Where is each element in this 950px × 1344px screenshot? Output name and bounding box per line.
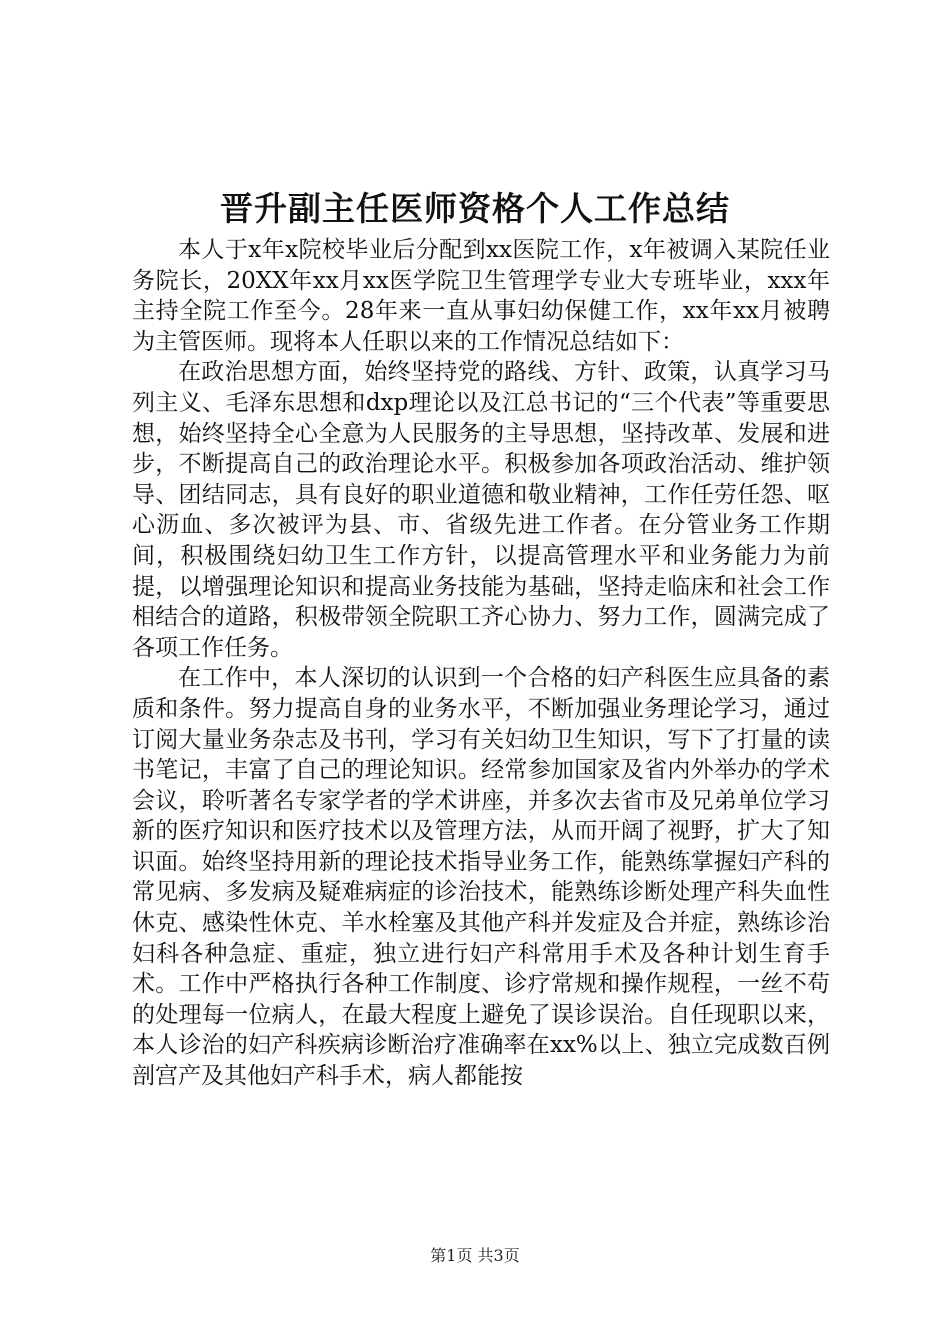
page-footer: 第1页 共3页 <box>430 1246 520 1265</box>
paragraph-work: 在工作中，本人深切的认识到一个合格的妇产科医生应具备的素质和条件。努力提高自身的业务水平，不断加强业务理论学习，通过订阅大量业务杂志及书刊，学习有关妇幼卫生知识，写下了打量的读书笔记，丰富了自己的理论知识。经常参加国家及省内外举办的学术会议，聆听著名专家学者的学术讲座，并多次去省市及兄弟单位学习新的医疗知识和医疗技术以及管理方法，从而开阔了视野，扩大了知识面。始终坚持用新的理论技术指导业务工作，能熟练掌握妇产科的常见病、多发病及疑难病症的诊治技术，能熟练诊断处理产科失血性休克、感染性休克、羊水栓塞及其他产科并发症及合并症，熟练诊治妇科各种急症、重症，独立进行妇产科常用手术及各种计划生育手术。工作中严格执行各种工作制度、诊疗常规和操作规程，一丝不苟的处理每一位病人，在最大程度上避免了误诊误治。自任现职以来，本人诊治的妇产科疾病诊断治疗准确率在xx%以上、独立完成数百例剖宫产及其他妇产科手术，病人都能按 <box>132 665 830 1090</box>
paragraph-intro: 本人于x年x院校毕业后分配到xx医院工作，x年被调入某院任业务院长，20XX年xx月xx医学院卫生管理学专业大专班毕业，xxx年主持全院工作至今。28年来一直从事妇幼保健工作，xx年xx月被聘为主管医师。现将本人任职以来的工作情况总结如下： <box>132 237 830 355</box>
paragraph-political: 在政治思想方面，始终坚持党的路线、方针、政策，认真学习马列主义、毛泽东思想和dxp理论以及江总书记的“三个代表”等重要思想，始终坚持全心全意为人民服务的主导思想，坚持改革、发展和进步，不断提高自己的政治理论水平。积极参加各项政治活动、维护领导、团结同志，具有良好的职业道德和敬业精神，工作任劳任怨、呕心沥血、多次被评为县、市、省级先进工作者。在分管业务工作期间，积极围绕妇幼卫生工作方针，以提高管理水平和业务能力为前提，以增强理论知识和提高业务技能为基础，坚持走临床和社会工作相结合的道路，积极带领全院职工齐心协力、努力工作，圆满完成了各项工作任务。 <box>132 359 830 661</box>
document-title: 晋升副主任医师资格个人工作总结 <box>220 189 730 228</box>
document-body <box>132 235 830 1092</box>
